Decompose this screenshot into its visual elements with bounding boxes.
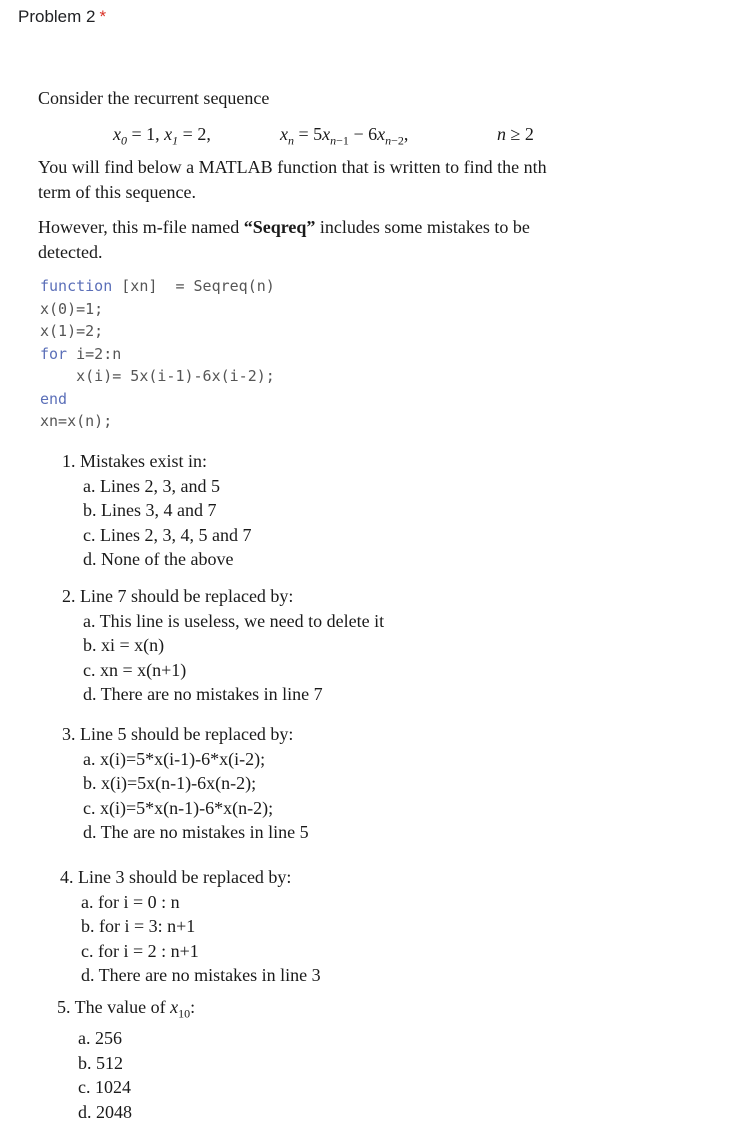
option-a: a. Lines 2, 3, and 5 (83, 475, 220, 496)
intro-3a-pre: However, this m-file named (38, 217, 244, 237)
question-title: 2. Line 7 should be replaced by: (62, 586, 294, 606)
option-c: c. Lines 2, 3, 4, 5 and 7 (83, 524, 252, 545)
option-a: a. 256 (78, 1028, 122, 1049)
code-keyword: function (40, 277, 113, 295)
option-d: d. None of the above (83, 549, 234, 569)
coef-1: 5 (313, 124, 323, 144)
code-line-1 (40, 277, 275, 295)
question-title: 3. Line 5 should be replaced by: (62, 724, 294, 744)
code-line-7: xn=x(n); (40, 412, 113, 430)
option-b: b. x(i)=5x(n-1)-6x(n-2); (83, 773, 257, 793)
question-3 (62, 722, 309, 845)
intro-line-2b: term of this sequence. (38, 182, 196, 202)
question-5 (57, 995, 195, 1124)
intro-line-3b: detected. (38, 242, 103, 262)
option-d: d. There are no mistakes in line 7 (83, 684, 323, 704)
option-c: c. x(i)=5*x(n-1)-6*x(n-2); (83, 797, 274, 818)
question-title-prefix: 5. The value of (57, 997, 171, 1017)
option-d: d. There are no mistakes in line 3 (81, 965, 321, 985)
coef-2: 6 (368, 124, 378, 144)
required-asterisk: * (99, 7, 107, 26)
variable-name: x (170, 997, 179, 1017)
variable-subscript: 10 (178, 1006, 191, 1021)
question-2 (62, 584, 384, 707)
initial-conditions: $x_0 = 1$, $x_1 = 2$, (113, 124, 211, 148)
matlab-code-block (40, 275, 275, 433)
code-line-4 (40, 345, 121, 363)
option-b: b. 512 (78, 1052, 123, 1073)
condition-value: 2 (524, 124, 534, 144)
x0-value: 1 (146, 124, 156, 144)
intro-line-1: Consider the recurrent sequence (38, 88, 270, 108)
code-keyword: for (40, 344, 68, 363)
option-b: b. xi = x(n) (83, 635, 165, 655)
code-line-2: x(0)=1; (40, 299, 104, 318)
option-b: b. for i = 3: n+1 (81, 916, 196, 936)
question-title-suffix: : (190, 997, 196, 1017)
question-4 (60, 865, 321, 988)
option-d: d. The are no mistakes in line 5 (83, 822, 309, 842)
variable-x10 (170, 997, 191, 1021)
code-line-6: end (40, 389, 68, 408)
code-line-3: x(1)=2; (40, 322, 104, 340)
question-title: 4. Line 3 should be replaced by: (60, 867, 292, 887)
intro-line-3a (38, 215, 530, 239)
intro-3a-post: includes some mistakes to be (315, 217, 530, 237)
option-a: a. x(i)=5*x(i-1)-6*x(i-2); (83, 748, 266, 769)
code-text: i=2:n (67, 344, 122, 363)
option-c: c. 1024 (78, 1077, 131, 1098)
question-title: 1. Mistakes exist in: (62, 451, 207, 471)
option-b: b. Lines 3, 4 and 7 (83, 500, 217, 520)
problem-title (18, 7, 106, 27)
intro-line-2a: You will find below a MATLAB function that is written to find the nth (38, 157, 547, 177)
option-d: d. 2048 (78, 1101, 132, 1122)
code-text: [xn] = Seqreq(n) (112, 277, 275, 295)
question-1 (62, 449, 251, 572)
x1-value: 2 (197, 124, 207, 144)
file-name: “Seqreq” (243, 217, 316, 237)
index-condition: n ≥ 2 (497, 124, 534, 144)
question-title (57, 995, 195, 1026)
option-c: c. xn = x(n+1) (83, 659, 187, 680)
option-a: a. This line is useless, we need to delete it (83, 610, 385, 631)
option-a: a. for i = 0 : n (81, 891, 180, 912)
problem-title-text: Problem 2 (18, 7, 96, 26)
option-c: c. for i = 2 : n+1 (81, 940, 199, 961)
code-line-5: x(i)= 5x(i-1)-6x(i-2); (40, 367, 275, 385)
recurrence-relation: $x_n = 5x_{n-1} - 6x_{n-2}$, (280, 124, 409, 148)
